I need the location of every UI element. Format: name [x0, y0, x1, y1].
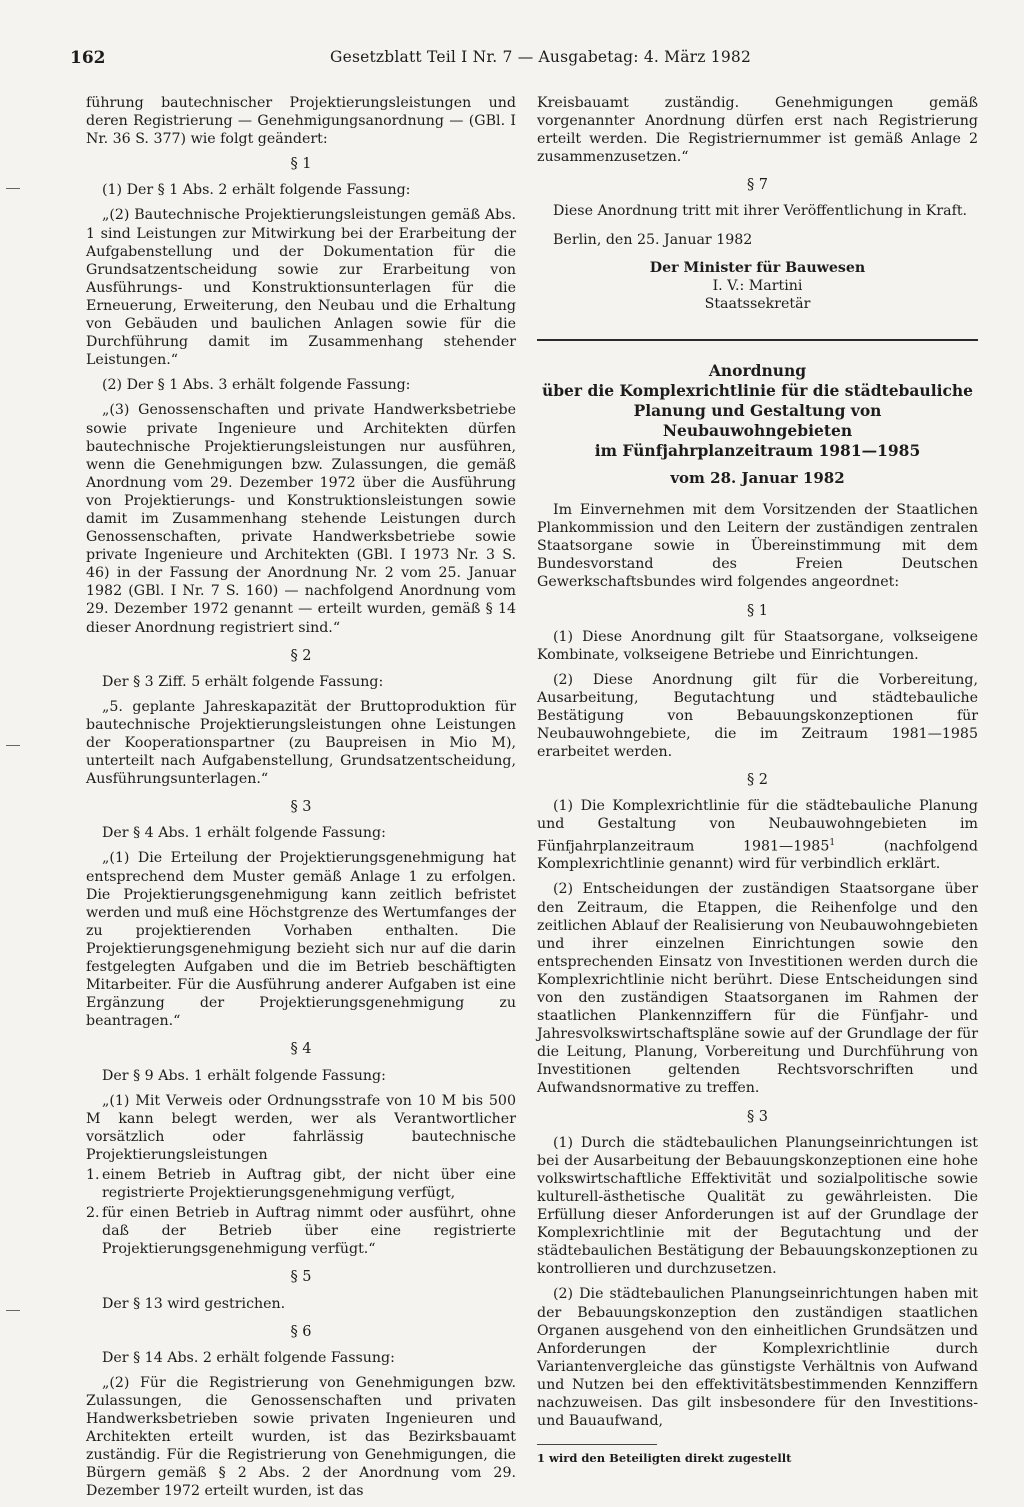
page-header: [70, 48, 982, 74]
paragraph: Der § 4 Abs. 1 erhält folgende Fassung:: [102, 825, 386, 842]
paragraph: „(2) Für die Registrierung von Genehmigungen bzw. Zulassungen, die Genossenschaften und privaten Handwerksbetrieben sowie privaten Ingenieuren und Architekten erteilt wurden, ist das Bezirksbauamt zuständig. Für die Registrierung von Genehmigungen, die Bürgern gemäß § 2 Abs. 2 der Anordnung vom 29. Dezember 1972 erteilt wurden, ist das: [86, 1374, 516, 1500]
section-heading: § 2: [746, 772, 769, 789]
section-heading: § 3: [290, 799, 312, 816]
list-number: 2.: [86, 1205, 100, 1222]
margin-mark: [6, 188, 20, 189]
paragraph: „(2) Bautechnische Projektierungsleistungen gemäß Abs. 1 sind Leistungen zur Mitwirkung bei der Erarbeitung der Aufgabenstellung und der Dokumentation für die Grundsatzentscheidung sowie zur Erarbeitung von Ausführungs- und Konstruktionsunterlagen für die Erneuerung, Erweiterung, den Neubau und die Erhaltung von Gebäuden und baulichen Anlagen sowie für die Durchführung damit im Zusammenhang stehender Leistungen.“: [86, 207, 516, 369]
paragraph-text: (1) Die Komplexrichtlinie für die städtebauliche Planung und Gestaltung von Neubauwohngebieten im Fünfjahrplanzeitraum 1981—1985: [537, 798, 978, 855]
paragraph: Diese Anordnung tritt mit ihrer Veröffentlichung in Kraft.: [553, 203, 968, 220]
page-number: 162: [70, 48, 106, 68]
paragraph: „(1) Die Erteilung der Projektierungsgenehmigung hat entsprechend dem Muster gemäß Anlage 1 zu erfolgen. Die Projektierungsgenehmigung kann zeitlich befristet werden und muß eine Höchstgrenze des Wertumfanges der zu projektierenden Vorhaben enthalten. Die Projektierungsgenehmigung bezieht sich nur auf die darin festgelegten Aufgaben und die im Betrieb beschäftigten Mitarbeiter. Für die Ausführung anderer Aufgaben ist eine Ergänzung der Projektierungsgenehmigung zu beantragen.“: [86, 850, 516, 1030]
title-line: Anordnung: [708, 360, 807, 380]
paragraph: Der § 14 Abs. 2 erhält folgende Fassung:: [102, 1349, 395, 1366]
paragraph: (1) Der § 1 Abs. 2 erhält folgende Fassung:: [102, 182, 411, 199]
paragraph: (2) Der § 1 Abs. 3 erhält folgende Fassung:: [102, 377, 411, 394]
title-line: über die Komplexrichtlinie für die städtebauliche: [541, 380, 974, 400]
footnote: 1 wird den Beteiligten direkt zugestellt: [537, 1451, 792, 1466]
right-column: [537, 94, 978, 1467]
paragraph-text: (nachfolgend Komplexrichtlinie genannt) wird für verbindlich erklärt.: [537, 838, 978, 873]
minister-title: Der Minister für Bauwesen: [649, 259, 866, 276]
section-heading: § 7: [746, 177, 769, 194]
paragraph: Der § 3 Ziff. 5 erhält folgende Fassung:: [102, 673, 384, 690]
paragraph: „5. geplante Jahreskapazität der Bruttoproduktion für bautechnische Projektierungsleistungen ohne Leistungen der Kooperationspartner (zu Baupreisen in Mio M), unterteilt nach Aufgabenstellung, Grundsatzentscheidung, Ausführungsunterlagen.“: [86, 698, 516, 788]
paragraph: Der § 13 wird gestrichen.: [102, 1295, 286, 1312]
margin-mark: [6, 745, 20, 746]
section-heading: § 1: [746, 602, 769, 619]
list-text: einem Betrieb in Auftrag gibt, der nicht über eine registrierte Projektierungsgenehmigung verfügt,: [102, 1166, 516, 1202]
paragraph: „(3) Genossenschaften und private Handwerksbetriebe sowie private Ingenieure und Architekten dürfen bautechnische Projektierungsleistungen nur ausführen, wenn die Genehmigungen bzw. Zulassungen, die gemäß Anordnung vom 29. Dezember 1972 über die Ausführung von Projektierungs- und Konstruktionsleistungen sowie damit im Zusammenhang stehende Leistungen durch Genossenschaften, private Handwerksbetriebe sowie private Ingenieure und Architekten (GBl. I 1973 Nr. 3 S. 46) in der Fassung der Anordnung Nr. 2 vom 25. Januar 1982 (GBl. I Nr. 7 S. 160) — nachfolgend Anordnung vom 29. Dezember 1972 genannt — erteilt wurden, gemäß § 14 dieser Anordnung registriert sind.“: [86, 402, 516, 636]
paragraph: Der § 9 Abs. 1 erhält folgende Fassung:: [102, 1067, 386, 1084]
paragraph: führung bautechnischer Projektierungsleistungen und deren Registrierung — Genehmigungsanordnung — (GBl. I Nr. 36 S. 377) wie folgt geändert:: [86, 95, 516, 148]
title-line: Planung und Gestaltung von Neubauwohngebieten: [633, 400, 882, 440]
paragraph: (1) Durch die städtebaulichen Planungseinrichtungen ist bei der Ausarbeitung der Bebauungskonzeptionen eine hohe volkswirtschaftliche Effektivität und sozialpolitische sowie kulturell-ästhetische Qualität zu gewährleisten. Die Erfüllung dieser Anforderungen ist auf der Grundlage der Komplexrichtlinie mit der Begutachtung und der städtebaulichen Bestätigung der Bebauungskonzeptionen zu kontrollieren und durchzusetzen.: [537, 1134, 978, 1278]
list-number: 1.: [86, 1166, 100, 1183]
document-title: [537, 361, 978, 461]
place-date: Berlin, den 25. Januar 1982: [553, 231, 753, 248]
section-heading: § 5: [290, 1269, 312, 1286]
title-line: im Fünfjahrplanzeitraum 1981—1985: [594, 440, 921, 460]
section-heading: § 4: [290, 1041, 312, 1058]
signatory: I. V.: Martini: [712, 277, 803, 294]
signatory-title: Staatssekretär: [704, 295, 811, 312]
section-heading: § 3: [746, 1108, 769, 1125]
paragraph: (2) Entscheidungen der zuständigen Staatsorgane über den Zeitraum, die Etappen, die Reihenfolge und den zeitlichen Ablauf der Realisierung von Neubauwohngebieten und ihrer einzelnen Einrichtungen sowie den entsprechenden Einsatz von Investitionen werden durch die Komplexrichtlinie nicht berührt. Diese Entscheidungen sind von den zuständigen Staatsorganen im Rahmen der staatlichen Plankennziffern für die Fünfjahr- und Jahresvolkswirtschaftspläne sowie auf der Grundlage der für die Leitung, Planung, Vorbereitung und Durchführung von Investitionen geltenden Rechtsvorschriften und Aufwandsnormative zu treffen.: [537, 881, 978, 1097]
list-text: für einen Betrieb in Auftrag nimmt oder ausführt, ohne daß der Betrieb über eine registrierte Projektierungsgenehmigung verfügt.“: [102, 1205, 516, 1258]
list-item: [86, 1204, 516, 1258]
paragraph: (2) Diese Anordnung gilt für die Vorbereitung, Ausarbeitung, Begutachtung und städtebauliche Bestätigung von Bebauungskonzeptionen für Neubauwohngebiete, die im Zeitraum 1981—1985 erarbeitet werden.: [537, 671, 978, 761]
paragraph: Kreisbauamt zuständig. Genehmigungen gemäß vorgenannter Anordnung dürfen erst nach Registrierung erteilt werden. Die Registriernummer ist gemäß Anlage 2 zusammenzusetzen.“: [537, 95, 978, 166]
paragraph: „(1) Mit Verweis oder Ordnungsstrafe von 10 M bis 500 M kann belegt werden, wer als Verantwortlicher vorsätzlich oder fahrlässig bautechnische Projektierungsleistungen: [86, 1092, 516, 1163]
section-heading: § 1: [290, 156, 312, 173]
left-column: [86, 94, 516, 1507]
paragraph: (2) Die städtebaulichen Planungseinrichtungen haben mit der Bebauungskonzeption den zuständigen staatlichen Organen ausgehend von den einheitlichen Grundsätzen und Anforderungen der Komplexrichtlinie durch Variantenvergleiche das günstigste Verhältnis von Aufwand und Nutzen bei den effektivitätsbestimmenden Kennziffern nachzuweisen. Das gilt insbesondere für den Investitions- und Bauaufwand,: [537, 1286, 978, 1430]
section-heading: § 2: [290, 647, 312, 664]
running-head: Gesetzblatt Teil I Nr. 7 — Ausgabetag: 4. März 1982: [330, 48, 752, 66]
list-item: [86, 1166, 516, 1202]
document-date: vom 28. Januar 1982: [670, 468, 845, 487]
footnote-rule: [537, 1444, 657, 1445]
margin-mark: [6, 1310, 20, 1311]
paragraph: (1) Diese Anordnung gilt für Staatsorgane, volkseigene Kombinate, volkseigene Betriebe und Einrichtungen.: [537, 628, 978, 663]
section-heading: § 6: [290, 1323, 312, 1340]
paragraph: [537, 797, 978, 873]
paragraph: Im Einvernehmen mit dem Vorsitzenden der Staatlichen Plankommission und den Leitern der zuständigen zentralen Staatsorgane sowie in Übereinstimmung mit dem Bundesvorstand des Freien Deutschen Gewerkschaftsbundes wird folgendes angeordnet:: [537, 502, 978, 591]
section-divider: [537, 339, 978, 341]
footnote-marker: 1: [829, 837, 836, 848]
